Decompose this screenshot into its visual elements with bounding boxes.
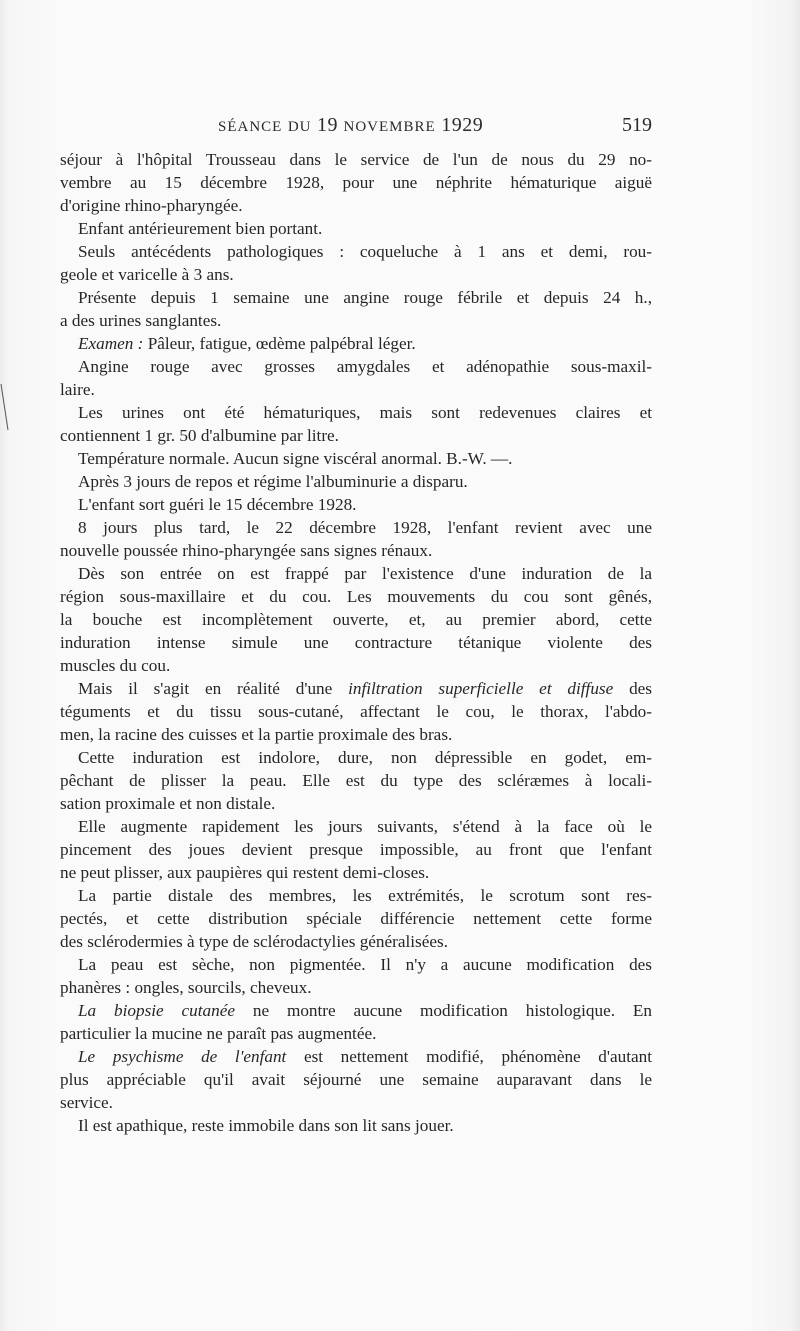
text-segment: est nettement modifié, phénomène d'autant [286, 1047, 652, 1066]
text-line [60, 332, 652, 355]
text-line: Il est apathique, reste immobile dans son lit sans jouer. [78, 1116, 454, 1135]
text-line: plus appréciable qu'il avait séjourné une semaine auparavant dans le [60, 1070, 652, 1089]
text-line: geole et varicelle à 3 ans. [60, 265, 234, 284]
text-line: séjour à l'hôpital Trousseau dans le service de l'un de nous du 29 no- [60, 150, 652, 169]
text-segment: Mais il s'agit en réalité d'une [78, 679, 349, 698]
text-line: pectés, et cette distribution spéciale différencie nettement cette forme [60, 909, 652, 928]
text-line: d'origine rhino-pharyngée. [60, 196, 243, 215]
text-line: Après 3 jours de repos et régime l'albuminurie a disparu. [78, 472, 468, 491]
text-line: pincement des joues devient presque impossible, au front que l'enfant [60, 840, 652, 859]
text-line: nouvelle poussée rhino-pharyngée sans signes rénaux. [60, 541, 433, 560]
text-line: vembre au 15 décembre 1928, pour une néphrite hématurique aiguë [60, 173, 652, 192]
text-line [60, 677, 652, 700]
text-line: phanères : ongles, sourcils, cheveux. [60, 978, 312, 997]
page-number: 519 [622, 114, 652, 136]
text-line: Seuls antécédents pathologiques : coqueluche à 1 ans et demi, rou- [78, 242, 652, 261]
text-segment: des [613, 679, 652, 698]
text-line: téguments et du tissu sous-cutané, affectant le cou, le thorax, l'abdo- [60, 702, 652, 721]
italic-phrase: La biopsie cutanée [78, 1001, 235, 1020]
text-line: muscles du cou. [60, 656, 171, 675]
text-line: Elle augmente rapidement les jours suivants, s'étend à la face où le [78, 817, 652, 836]
text-line: service. [60, 1093, 113, 1112]
italic-phrase: Le psychisme de l'enfant [78, 1047, 287, 1066]
text-segment: ne montre aucune modification histologique. En [235, 1001, 652, 1020]
text-line: contiennent 1 gr. 50 d'albumine par litre. [60, 426, 339, 445]
text-line: Enfant antérieurement bien portant. [78, 219, 323, 238]
text-line: Température normale. Aucun signe viscéral anormal. B.-W. —. [78, 449, 513, 468]
running-head [60, 114, 652, 142]
title-month: NOVEMBRE [343, 119, 436, 135]
page-title [218, 114, 483, 137]
text-line: ne peut plisser, aux paupières qui restent demi-closes. [60, 863, 430, 882]
text-line: laire. [60, 380, 95, 399]
italic-phrase: infiltration superficielle et diffuse [348, 679, 614, 698]
text-line: men, la racine des cuisses et la partie proximale des bras. [60, 725, 453, 744]
text-line [60, 1045, 652, 1068]
text-line: La peau est sèche, non pigmentée. Il n'y a aucune modification des [78, 955, 652, 974]
title-day: 19 [317, 114, 339, 136]
text-line: des sclérodermies à type de sclérodactylies généralisées. [60, 932, 448, 951]
text-line: a des urines sanglantes. [60, 311, 222, 330]
text-line: pêchant de plisser la peau. Elle est du type des scléræmes à locali- [60, 771, 652, 790]
text-line: 8 jours plus tard, le 22 décembre 1928, l'enfant revient avec une [78, 518, 652, 537]
text-line: Les urines ont été hématuriques, mais sont redevenues claires et [78, 403, 652, 422]
text-line: la bouche est incomplètement ouverte, et, au premier abord, cette [60, 610, 652, 629]
title-du: DU [287, 119, 312, 135]
body-text [60, 148, 652, 1137]
text-line: La partie distale des membres, les extrémités, le scrotum sont res- [78, 886, 652, 905]
title-year: 1929 [441, 114, 484, 136]
text-line: L'enfant sort guéri le 15 décembre 1928. [78, 495, 357, 514]
text-line: Dès son entrée on est frappé par l'existence d'une induration de la [78, 564, 652, 583]
text-segment: Pâleur, fatigue, œdème palpébral léger. [143, 334, 416, 353]
text-line: sation proximale et non distale. [60, 794, 276, 813]
margin-mark [0, 382, 10, 432]
text-line: Angine rouge avec grosses amygdales et adénopathie sous-maxil- [78, 357, 652, 376]
text-line: région sous-maxillaire et du cou. Les mouvements du cou sont gênés, [60, 587, 652, 606]
text-line: particulier la mucine ne paraît pas augmentée. [60, 1024, 377, 1043]
text-line: Présente depuis 1 semaine une angine rouge fébrile et depuis 24 h., [78, 288, 652, 307]
text-line [60, 999, 652, 1022]
title-seance: SÉANCE [218, 119, 283, 135]
text-line: induration intense simule une contracture tétanique violente des [60, 633, 652, 652]
italic-phrase: Examen : [78, 334, 144, 353]
text-line: Cette induration est indolore, dure, non dépressible en godet, em- [78, 748, 652, 767]
